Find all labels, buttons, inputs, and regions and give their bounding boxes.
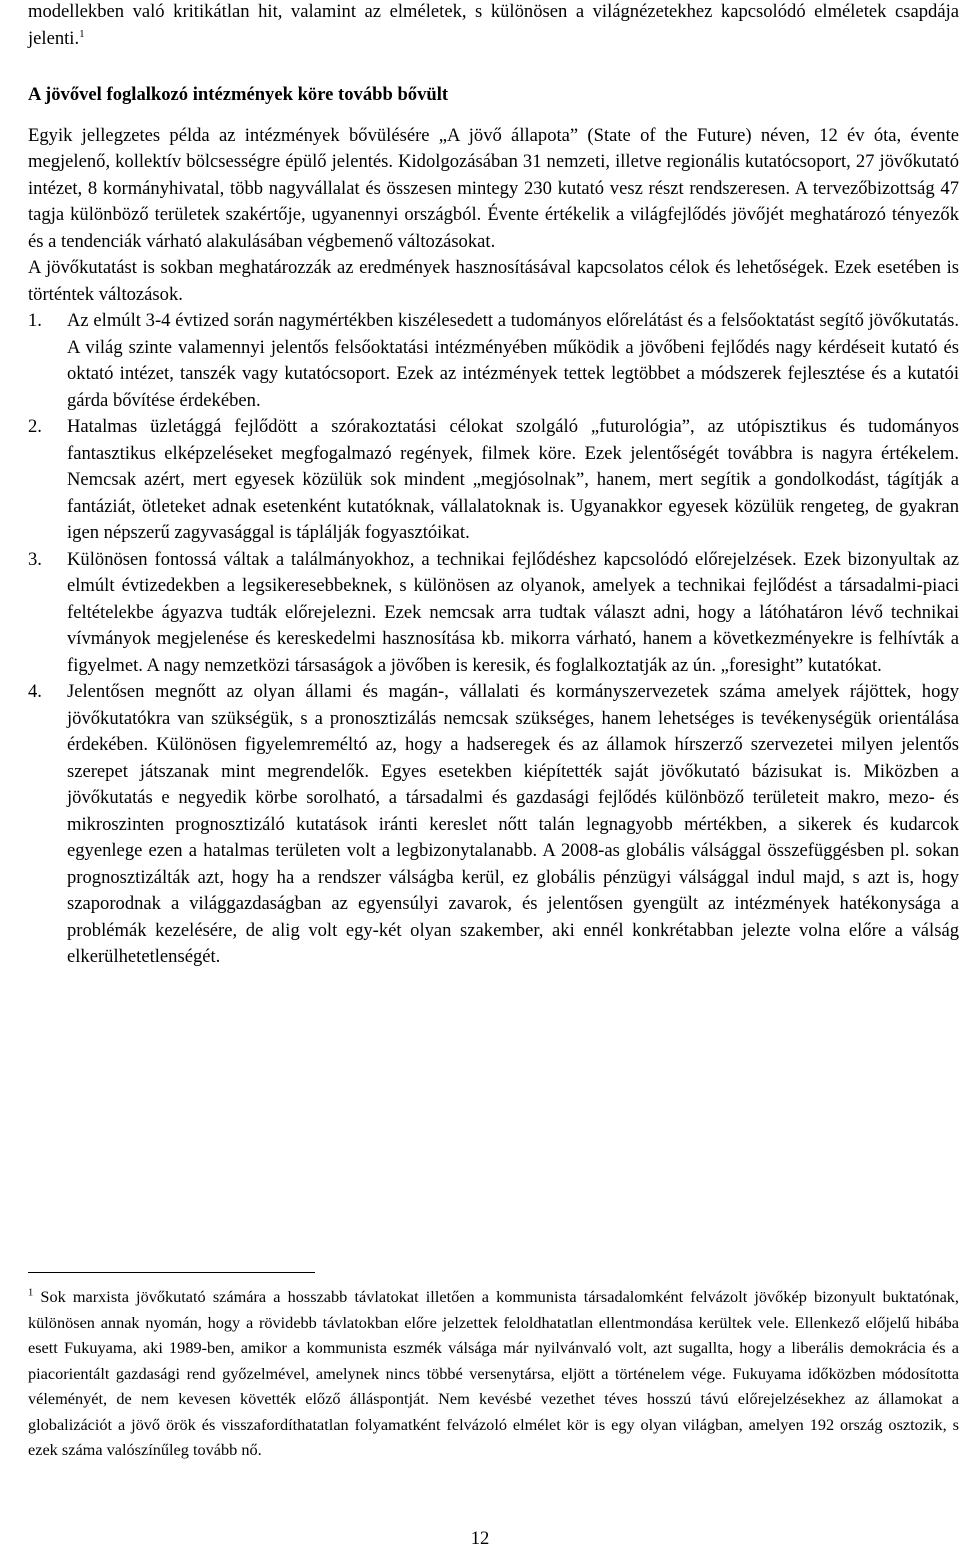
list-item	[28, 414, 959, 547]
list-item-number: 3.	[28, 548, 42, 570]
lead-paragraph	[28, 0, 959, 52]
list-item-text: Az elmúlt 3-4 évtized során nagymértékben kiszélesedett a tudományos előrelátást és a felsőoktatást segítő jövőkutatás. A világ szinte valamennyi jelentős felsőoktatási intézményében működik a jövőbeni fejlődés nagy kérdéseit kutató és oktató intézet, tanszék vagy kutatócsoport. Ezek az intézmények tettek legtöbbet a módszerek fejlesztése és a kutatói gárda bővítése érdekében.	[67, 310, 959, 411]
document-page	[28, 0, 960, 1549]
numbered-list	[28, 308, 959, 971]
paragraph-state-of-future: Egyik jellegzetes példa az intézmények bővülésére „A jövő állapota” (State of the Future) néven, 12 év óta, évente megjelenő, kollektív bölcsességre épülő jelentés. Kidolgozásában 31 nemzeti, illetve regionális kutatócsoport, 27 jövőkutató intézet, 8 kormányhivatal, több nagyvállalat és összesen mintegy 230 kutató vesz részt rendszeresen. A tervezőbizottság 47 tagja különböző területek szakértője, ugyanennyi országból. Évente értékelik a világfejlődés jövőjét meghatározó tényezők és a tendenciák várható alakulásában végbemenő változásokat.	[28, 124, 959, 252]
section-heading: A jövővel foglalkozó intézmények köre tovább bővült	[28, 84, 449, 105]
list-item-number: 4.	[28, 681, 42, 702]
list-item	[28, 547, 959, 680]
list-item-number: 2.	[28, 416, 42, 437]
list-item-text: Jelentősen megnőtt az olyan állami és magán-, vállalati és kormányszervezetek száma amelyek rájöttek, hogy jövőkutatókra van szükségük, s a pronosztizálás nemcsak szükséges, hanem lehetséges is tevékenységük orientálása érdekében. Különösen figyelemreméltó az, hogy a hadseregek és az államok hírszerző szervezetei milyen jelentős szerepet játszanak mint megrendelők. Egyes esetekben kiépítették saját jövőkutató bázisukat is. Miközben a jövőkutatás e negyedik körbe sorolható, a társadalmi és gazdasági fejlődés különböző területeit makro, mezo- és mikroszinten prognosztizáló kutatások iránti kereslet nőtt talán legnagyobb mértékben, a sikerek és kudarcok egyenlege ezen a hatalmas területen volt a legbizonytalanabb. A 2008-as globális válsággal összefüggésben pl. sokan prognosztizálták azt, hogy ha a rendszer válságba kerül, ez globális pénzügyi válsággal indul majd, s azt is, hogy szaporodnak a világgazdaságban az egyensúlyi zavarok, és jelentősen gyengült az intézmények hatékonysága a problémák kezelésére, de alig volt egy-két olyan szakember, aki ennél konkrétabban jelezte volna előre a válság elkerülhetetlenségét.	[67, 681, 959, 967]
list-item-number: 1.	[28, 310, 42, 331]
lead-text: modellekben való kritikátlan hit, valamint az elméletek, s különösen a világnézetekhez kapcsolódó elméletek csapdája jelenti.	[28, 1, 959, 49]
footnote-text: Sok marxista jövőkutató számára a hosszabb távlatokat illetően a kommunista társadalomként felvázolt jövőkép bizonyult buktatónak, különösen annak nyomán, hogy a rövidebb távlatokban előre jelzettek feloldhatatlan ellentmondása kerültek vele. Ellenkező előjelű hibába esett Fukuyama, aki 1989-ben, amikor a kommunista eszmék válsága már nyilvánvaló volt, azt sugallta, hogy a liberális demokrácia és a piacorientált gazdasági rend győzelmével, amelynek nincs többé versenytársa, eljött a történelem vége. Fukuyama időközben módosította véleményét, de nem kevesen követték előző álláspontját. Nem kevésbé vezethet téves hosszú távú előrejelzésekhez az államokat a globalizációt a jövő örök és visszafordíthatatlan folyamatként felvázoló elmélet kör is egy olyan világban, amelyen 192 ország osztozik, s ezek száma valószínűleg tovább nő.	[28, 1287, 960, 1459]
list-item-text: Különösen fontossá váltak a találmányokhoz, a technikai fejlődéshez kapcsolódó előrejelzések. Ezek bizonyultak az elmúlt évtizedekben a legsikeresebbeknek, s különösen az olyanok, amelyek a technikai fejlődést a társadalmi-piaci feltételekbe ágyazva tudták előrejelezni. Ezek nemcsak arra tudtak választ adni, hogy a látóhatáron lévő technikai vívmányok megjelenése és kereskedelmi hasznosítása kb. mikorra várható, hanem a következményekre is felhívták a figyelmet. A nagy nemzetközi társaságok a jövőben is keresik, és foglalkoztatják az ún. „foresight” kutatókat.	[67, 548, 959, 676]
list-item	[28, 308, 959, 414]
footnote-separator	[28, 1272, 315, 1273]
page-number: 12	[470, 1528, 490, 1549]
list-item	[28, 679, 959, 971]
footnote-reference[interactable]: 1	[79, 27, 85, 40]
paragraph-uses-of-futures-research: A jövőkutatást is sokban meghatározzák az eredmények hasznosításával kapcsolatos célok és lehetőségek. Ezek esetében is történtek változások.	[28, 257, 959, 305]
footnote-marker: 1	[28, 1287, 34, 1299]
list-item-text: Hatalmas üzletággá fejlődött a szórakoztatási célokat szolgáló „futurológia”, az utópisztikus és tudományos fantasztikus elképzeléseket megfogalmazó regények, filmek köre. Ezek jelentőségét továbbra is nagyra értékelem. Nemcsak azért, mert egyesek közülük sok mindent „megjósolnak”, hanem, mert segítik a gondolkodást, tágítják a fantáziát, ötleteket adnak esetenként kutatóknak, vállalatoknak is. Ugyanakkor egyesek közülük rengeteg, de gyakran igen népszerű zagyvasággal is táplálják fogyasztóikat.	[67, 416, 959, 543]
footnote	[28, 1284, 959, 1463]
